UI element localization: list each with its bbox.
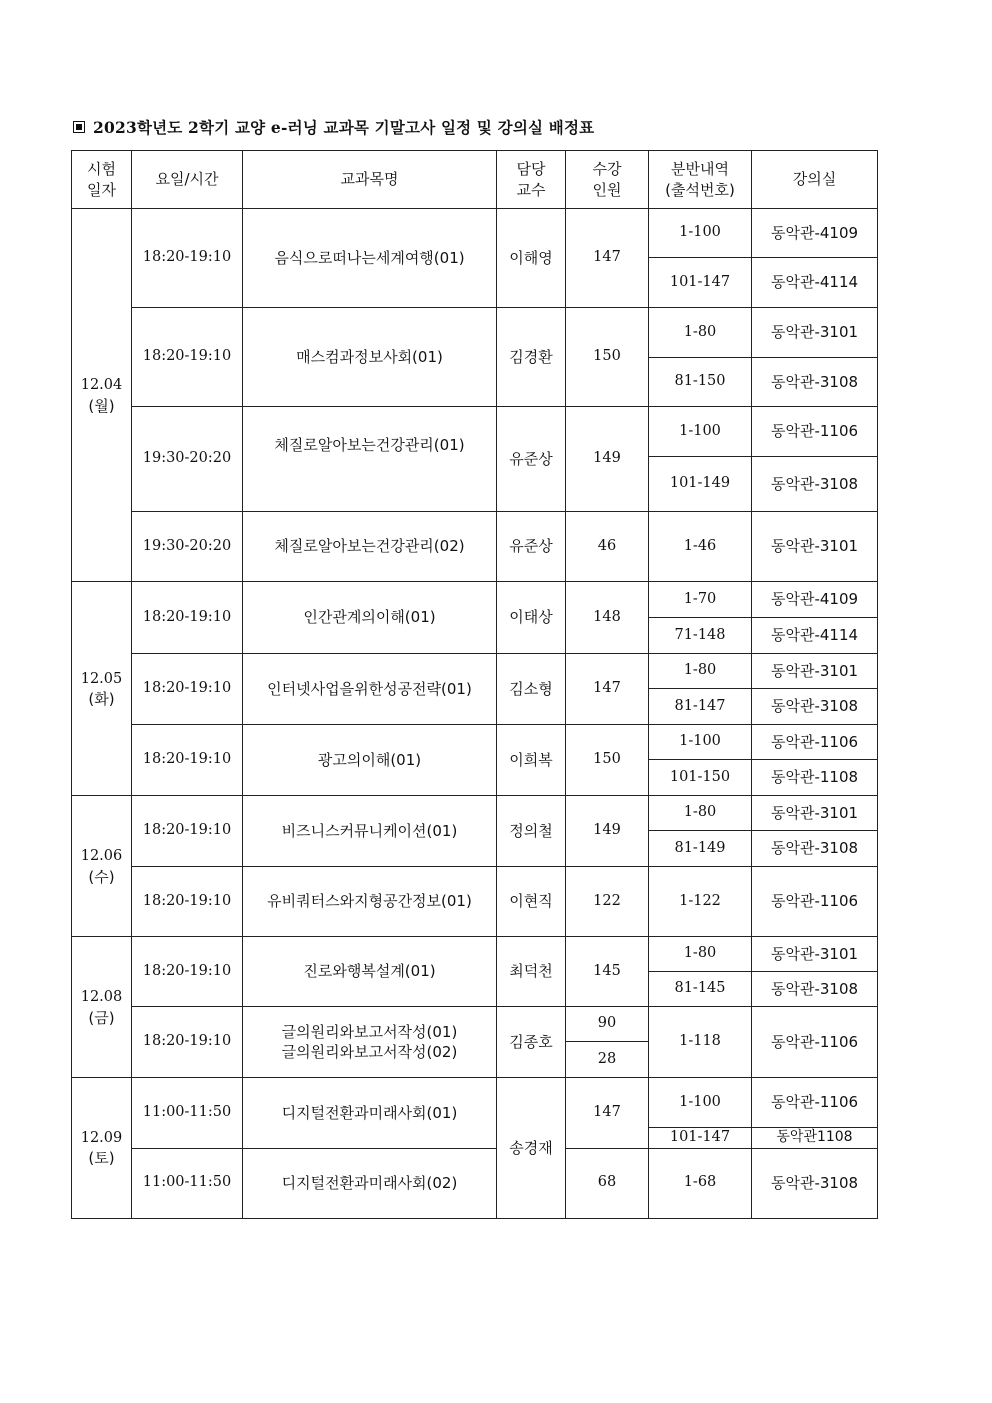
course-name-cell: 매스컴과정보사회(01) (243, 308, 497, 407)
classroom-cell: 동악관-1106 (752, 867, 878, 937)
time-cell: 18:20-19:10 (132, 725, 243, 796)
document-title: 2023학년도 2학기 교양 e-러닝 교과목 기말고사 일정 및 강의실 배정표 (73, 116, 594, 138)
exam-date-cell: 12.04 (월) (72, 209, 132, 582)
course-name-cell: 인간관계의이해(01) (243, 582, 497, 654)
header-classroom: 강의실 (752, 151, 878, 209)
classroom-cell: 동악관-1106 (752, 1078, 878, 1128)
course-name-cell: 유비쿼터스와지형공간정보(01) (243, 867, 497, 937)
table-row (72, 725, 878, 760)
classroom-cell: 동악관-3108 (752, 457, 878, 512)
table-row (72, 1007, 878, 1042)
professor-cell: 이태상 (497, 582, 566, 654)
professor-cell: 송경재 (497, 1078, 566, 1219)
time-cell: 11:00-11:50 (132, 1078, 243, 1149)
classroom-cell: 동악관-3108 (752, 831, 878, 867)
table-row (72, 867, 878, 937)
professor-cell: 이현직 (497, 867, 566, 937)
enrollment-cell: 150 (566, 308, 649, 407)
header-exam-date: 시험 일자 (72, 151, 132, 209)
split-range-cell: 1-100 (649, 209, 752, 258)
split-range-cell: 1-100 (649, 725, 752, 760)
course-name-cell: 광고의이해(01) (243, 725, 497, 796)
header-course-name: 교과목명 (243, 151, 497, 209)
classroom-cell: 동악관-4109 (752, 209, 878, 258)
split-range-cell: 1-80 (649, 796, 752, 831)
time-cell: 18:20-19:10 (132, 1007, 243, 1078)
course-name-cell: 체질로알아보는건강관리(01) (243, 407, 497, 512)
course-name-cell: 디지털전환과미래사회(02) (243, 1148, 497, 1218)
enrollment-cell: 90 (566, 1007, 649, 1042)
split-range-cell: 1-46 (649, 512, 752, 582)
time-cell: 18:20-19:10 (132, 796, 243, 867)
table-row (72, 1078, 878, 1128)
split-range-cell: 1-100 (649, 1078, 752, 1128)
classroom-cell: 동악관-3101 (752, 937, 878, 972)
professor-cell: 유준상 (497, 512, 566, 582)
classroom-cell: 동악관-1108 (752, 760, 878, 796)
exam-date-cell: 12.09 (토) (72, 1078, 132, 1219)
enrollment-cell: 28 (566, 1042, 649, 1078)
course-name-cell: 비즈니스커뮤니케이션(01) (243, 796, 497, 867)
enrollment-cell: 149 (566, 407, 649, 512)
table-row (72, 796, 878, 831)
table-row (72, 582, 878, 618)
course-name-cell: 글의원리와보고서작성(01) 글의원리와보고서작성(02) (243, 1007, 497, 1078)
enrollment-cell: 46 (566, 512, 649, 582)
classroom-cell: 동악관-1106 (752, 1007, 878, 1078)
split-range-cell: 101-149 (649, 457, 752, 512)
time-cell: 19:30-20:20 (132, 512, 243, 582)
classroom-cell: 동악관-3101 (752, 654, 878, 689)
split-range-cell: 81-145 (649, 972, 752, 1007)
enrollment-cell: 149 (566, 796, 649, 867)
split-range-cell: 81-147 (649, 689, 752, 725)
header-row (72, 151, 878, 209)
classroom-cell: 동악관-3108 (752, 689, 878, 725)
professor-cell: 정의철 (497, 796, 566, 867)
split-range-cell: 1-118 (649, 1007, 752, 1078)
enrollment-cell: 147 (566, 1078, 649, 1149)
enrollment-cell: 147 (566, 209, 649, 308)
square-bullet-icon (73, 121, 85, 133)
split-range-cell: 1-80 (649, 937, 752, 972)
classroom-cell: 동악관-4114 (752, 258, 878, 308)
enrollment-cell: 150 (566, 725, 649, 796)
time-cell: 19:30-20:20 (132, 407, 243, 512)
professor-cell: 유준상 (497, 407, 566, 512)
time-cell: 18:20-19:10 (132, 867, 243, 937)
split-range-cell: 101-147 (649, 258, 752, 308)
time-cell: 18:20-19:10 (132, 937, 243, 1007)
header-enrollment: 수강 인원 (566, 151, 649, 209)
time-cell: 11:00-11:50 (132, 1148, 243, 1218)
classroom-cell: 동악관-3101 (752, 796, 878, 831)
exam-date-cell: 12.05 (화) (72, 582, 132, 796)
classroom-cell: 동악관-4109 (752, 582, 878, 618)
time-cell: 18:20-19:10 (132, 582, 243, 654)
classroom-cell: 동악관-3108 (752, 972, 878, 1007)
table-row (72, 407, 878, 457)
split-range-cell: 101-150 (649, 760, 752, 796)
classroom-cell: 동악관-3101 (752, 512, 878, 582)
course-name-cell: 인터넷사업을위한성공전략(01) (243, 654, 497, 725)
professor-cell: 최덕천 (497, 937, 566, 1007)
professor-cell: 김소형 (497, 654, 566, 725)
table-row (72, 308, 878, 358)
classroom-cell: 동악관-1106 (752, 725, 878, 760)
professor-cell: 김경환 (497, 308, 566, 407)
split-range-cell: 71-148 (649, 618, 752, 654)
classroom-cell: 동악관1108 (752, 1128, 878, 1149)
table-row (72, 512, 878, 582)
split-range-cell: 1-70 (649, 582, 752, 618)
enrollment-cell: 147 (566, 654, 649, 725)
table-row (72, 937, 878, 972)
split-range-cell: 101-147 (649, 1128, 752, 1149)
enrollment-cell: 145 (566, 937, 649, 1007)
professor-cell: 이희복 (497, 725, 566, 796)
split-range-cell: 1-68 (649, 1148, 752, 1218)
professor-cell: 이해영 (497, 209, 566, 308)
classroom-cell: 동악관-4114 (752, 618, 878, 654)
table-row (72, 209, 878, 258)
classroom-cell: 동악관-3108 (752, 358, 878, 407)
course-name-cell: 체질로알아보는건강관리(02) (243, 512, 497, 582)
course-name-cell: 음식으로떠나는세계여행(01) (243, 209, 497, 308)
table-row (72, 654, 878, 689)
exam-date-cell: 12.08 (금) (72, 937, 132, 1078)
split-range-cell: 1-80 (649, 654, 752, 689)
enrollment-cell: 122 (566, 867, 649, 937)
enrollment-cell: 148 (566, 582, 649, 654)
header-professor: 담당 교수 (497, 151, 566, 209)
time-cell: 18:20-19:10 (132, 209, 243, 308)
classroom-cell: 동악관-1106 (752, 407, 878, 457)
split-range-cell: 81-150 (649, 358, 752, 407)
split-range-cell: 1-100 (649, 407, 752, 457)
header-section-split: 분반내역 (출석번호) (649, 151, 752, 209)
professor-cell: 김종호 (497, 1007, 566, 1078)
exam-schedule-table (71, 150, 878, 1219)
split-range-cell: 1-122 (649, 867, 752, 937)
split-range-cell: 1-80 (649, 308, 752, 358)
enrollment-cell: 68 (566, 1148, 649, 1218)
header-day-time: 요일/시간 (132, 151, 243, 209)
split-range-cell: 81-149 (649, 831, 752, 867)
table-row (72, 1148, 878, 1218)
classroom-cell: 동악관-3108 (752, 1148, 878, 1218)
course-name-cell: 진로와행복설계(01) (243, 937, 497, 1007)
time-cell: 18:20-19:10 (132, 308, 243, 407)
course-name-cell: 디지털전환과미래사회(01) (243, 1078, 497, 1149)
exam-date-cell: 12.06 (수) (72, 796, 132, 937)
time-cell: 18:20-19:10 (132, 654, 243, 725)
classroom-cell: 동악관-3101 (752, 308, 878, 358)
